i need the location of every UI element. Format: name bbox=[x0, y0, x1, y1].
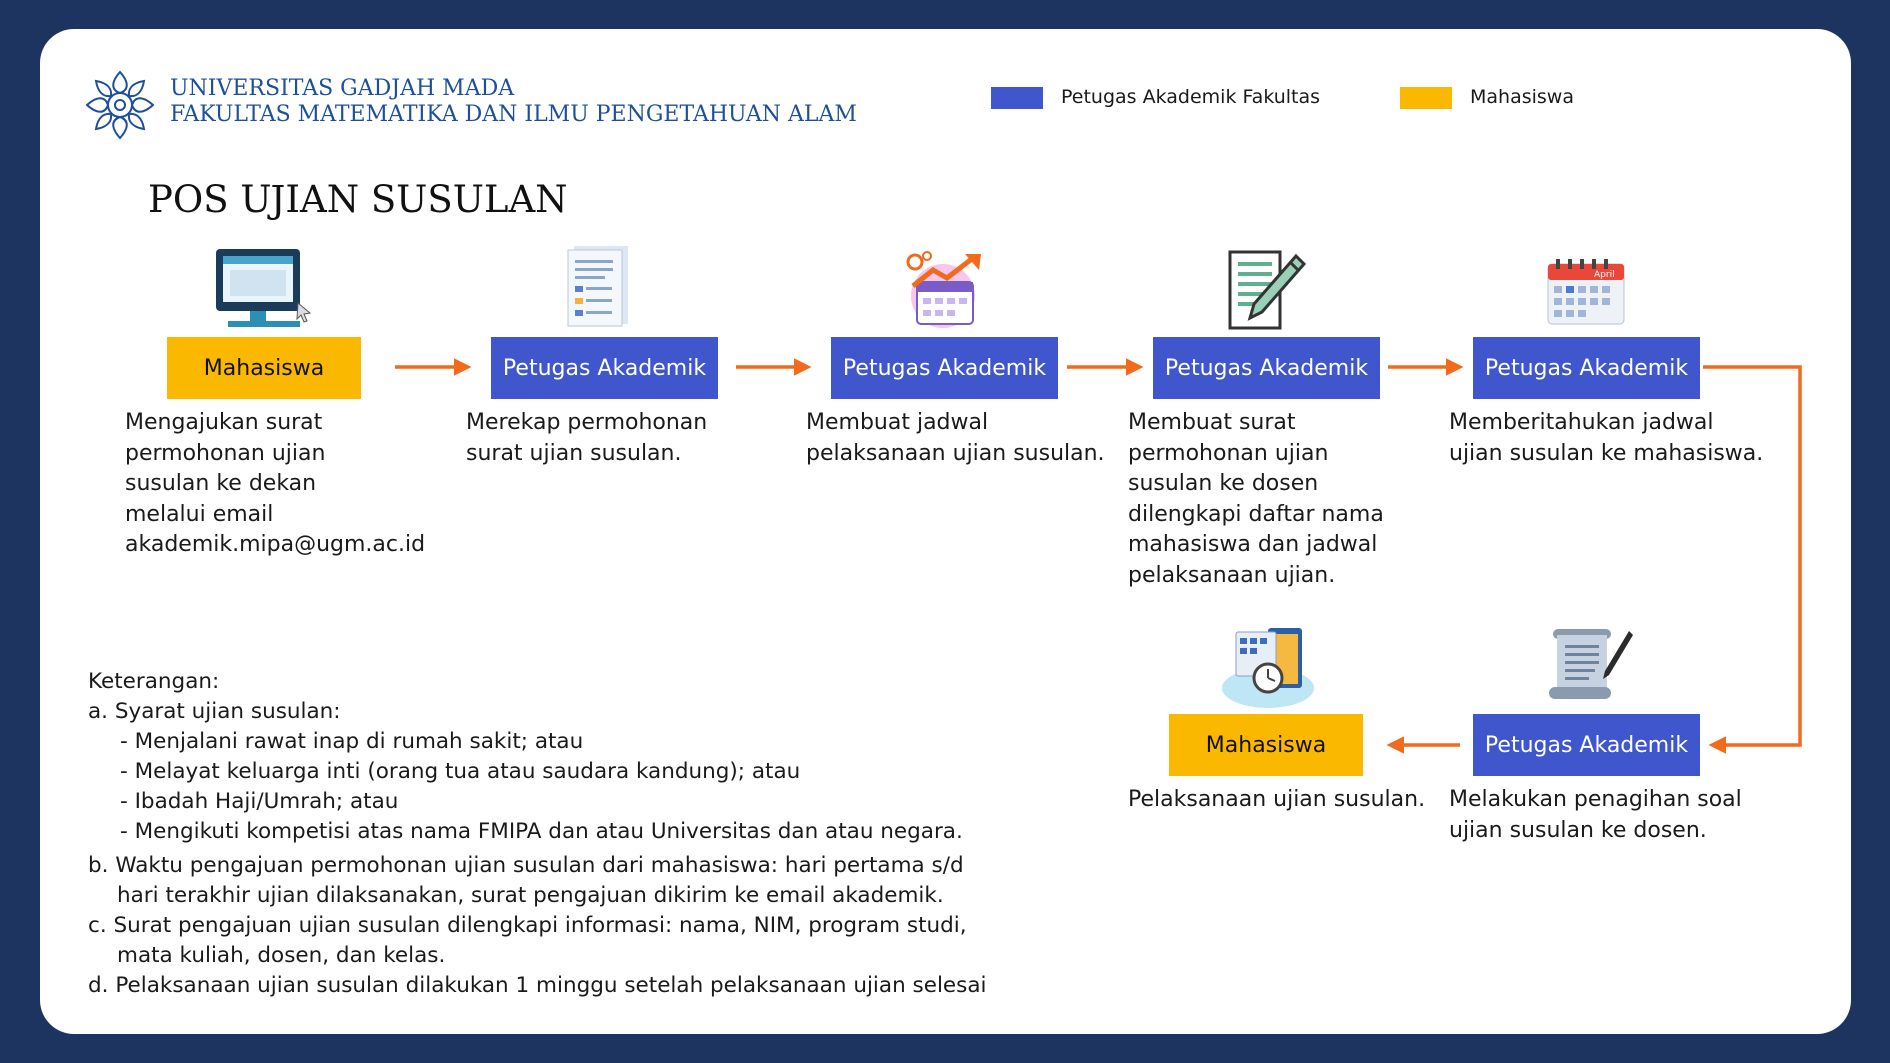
page-title: POS UJIAN SUSULAN bbox=[148, 178, 568, 221]
faculty-name: FAKULTAS MATEMATIKA DAN ILMU PENGETAHUAN ALAM bbox=[170, 102, 857, 127]
step-7-description: Pelaksanaan ujian susulan. bbox=[1128, 787, 1426, 812]
step-3-actor-box: Petugas Akademik bbox=[831, 337, 1058, 399]
note-c-line-2: mata kuliah, dosen, dan kelas. bbox=[117, 943, 446, 968]
step-6-description: Melakukan penagihan soal ujian susulan ke dosen. bbox=[1449, 787, 1742, 843]
note-d: d. Pelaksanaan ujian susulan dilakukan 1 minggu setelah pelaksanaan ujian selesai bbox=[88, 973, 987, 998]
note-a-item: - Menjalani rawat inap di rumah sakit; atau bbox=[120, 729, 584, 754]
note-a: a. Syarat ujian susulan: bbox=[88, 699, 341, 724]
step-3-description: Membuat jadwal pelaksanaan ujian susulan. bbox=[806, 410, 1105, 466]
step-4-description: Membuat surat permohonan ujian susulan ke dosen dilengkapi daftar nama mahasiswa dan jadwal pelaksanaan ujian. bbox=[1128, 410, 1384, 588]
legend-label-petugas: Petugas Akademik Fakultas bbox=[1061, 86, 1321, 108]
note-b-line-1: b. Waktu pengajuan permohonan ujian susulan dari mahasiswa: hari pertama s/d bbox=[88, 853, 964, 878]
note-a-item: - Ibadah Haji/Umrah; atau bbox=[120, 789, 399, 814]
step-6-actor-box: Petugas Akademik bbox=[1473, 714, 1700, 776]
step-2-actor-box: Petugas Akademik bbox=[491, 337, 718, 399]
step-1-actor-box: Mahasiswa bbox=[167, 337, 361, 399]
calendar-month-text: April bbox=[1594, 270, 1615, 280]
university-name: UNIVERSITAS GADJAH MADA bbox=[170, 76, 515, 101]
step-5-actor-box: Petugas Akademik bbox=[1473, 337, 1700, 399]
step-4-actor-box: Petugas Akademik bbox=[1153, 337, 1380, 399]
notes-section bbox=[88, 667, 987, 1001]
step-7-actor-box: Mahasiswa bbox=[1169, 714, 1363, 776]
note-a-item: - Mengikuti kompetisi atas nama FMIPA dan atau Universitas dan atau negara. bbox=[120, 819, 963, 844]
step-2-description: Merekap permohonan surat ujian susulan. bbox=[466, 410, 708, 466]
note-c-line-1: c. Surat pengajuan ujian susulan dilengkapi informasi: nama, NIM, program studi, bbox=[88, 913, 967, 938]
legend-label-mahasiswa: Mahasiswa bbox=[1470, 86, 1574, 108]
note-a-item: - Melayat keluarga inti (orang tua atau saudara kandung); atau bbox=[120, 759, 801, 784]
note-b-line-2: hari terakhir ujian dilaksanakan, surat pengajuan dikirim ke email akademik. bbox=[117, 883, 944, 908]
step-5-description: Memberitahukan jadwal ujian susulan ke mahasiswa. bbox=[1449, 410, 1764, 466]
step-1-description: Mengajukan surat permohonan ujian susulan ke dekan melalui email akademik.mipa@ugm.ac.id bbox=[125, 410, 426, 557]
notes-heading: Keterangan: bbox=[88, 669, 220, 694]
